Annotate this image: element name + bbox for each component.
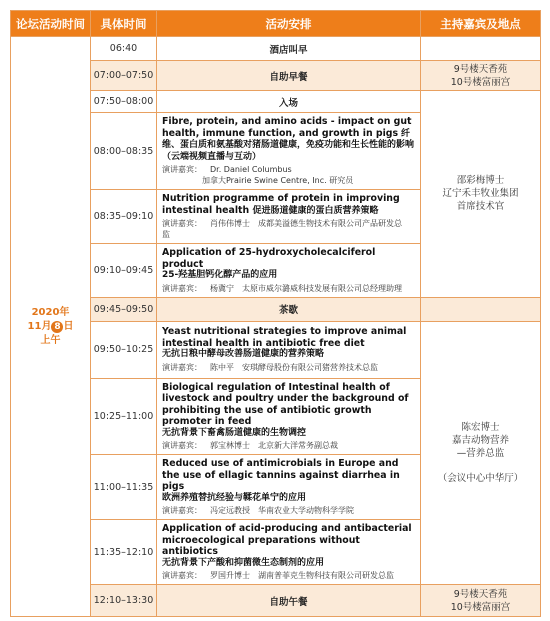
- talk-title-en: Reduced use of antimicrobials in Europe and the use of ellagic tannins against diarrhea in pigs: [162, 458, 400, 492]
- header-forum-time: 论坛活动时间: [11, 11, 91, 37]
- row-activity: 酒店叫早: [157, 37, 421, 61]
- row-time: 11:35–12:10: [91, 520, 157, 585]
- table-row: [11, 585, 541, 617]
- speaker-line: 演讲嘉宾： 冯定远教授 华南农业大学动物科学学院: [162, 506, 354, 515]
- date-period: 上午: [40, 334, 61, 346]
- talk-title-en: Nutrition programme of protein in improving intestinal health 促进肠道健康的蛋白质营养策略: [162, 193, 400, 216]
- host-empty: [421, 297, 541, 321]
- talk-title-zh: 25-羟基胆钙化醇产品的应用: [162, 270, 278, 280]
- row-time: 09:10–09:45: [91, 244, 157, 298]
- row-time: 08:00–08:35: [91, 113, 157, 190]
- host-late-morning: 陈宏博士 嘉吉动物营养 —营养总监 （会议中心中华厅）: [421, 321, 541, 585]
- date-day-badge: 8: [51, 321, 63, 333]
- row-time: 08:35–09:10: [91, 190, 157, 244]
- talk-title-en: Application of acid-producing and antibacterial microecological preparations without antibiotics: [162, 523, 412, 557]
- row-activity: 茶歇: [157, 297, 421, 321]
- speaker-line: 演讲嘉宾： 郭宝林博士 北京新大洋常务副总裁: [162, 441, 338, 450]
- speaker-line: 演讲嘉宾： 陈中平 安琪酵母股份有限公司猪营养技术总监: [162, 362, 378, 372]
- date-cell: [11, 37, 91, 617]
- speaker-line: 演讲嘉宾： Dr. Daniel Columbus: [162, 165, 292, 174]
- table-row: [11, 321, 541, 378]
- row-time: 10:25–11:00: [91, 378, 157, 455]
- host-breakfast: 9号楼天香苑 10号楼富丽宫: [421, 61, 541, 91]
- schedule-table-wrapper: [10, 10, 540, 612]
- talk-title-en: Yeast nutritional strategies to improve animal intestinal health in antibiotic free diet: [162, 326, 407, 349]
- row-activity: [157, 321, 421, 378]
- row-activity: [157, 190, 421, 244]
- row-time: 12:10–13:30: [91, 585, 157, 617]
- row-activity: [157, 455, 421, 520]
- talk-title-en: Application of 25-hydroxycholecalciferol product: [162, 247, 376, 270]
- header-specific-time: 具体时间: [91, 11, 157, 37]
- row-time: 09:45–09:50: [91, 297, 157, 321]
- talk-title-zh: 欧洲养殖替抗经验与鞣花单宁的应用: [162, 492, 307, 503]
- header-row: [11, 11, 541, 37]
- host-lunch: 9号楼天香苑 10号楼富丽宫: [421, 585, 541, 617]
- talk-title-zh: 无抗背景下产酸和抑菌微生态制剂的应用: [162, 557, 325, 568]
- header-activity: 活动安排: [157, 11, 421, 37]
- row-time: 11:00–11:35: [91, 455, 157, 520]
- date-year: 2020年: [31, 306, 70, 318]
- talk-title-en: Fibre, protein, and amino acids - impact on gut health, immune function, and growth in pigs: [162, 116, 412, 139]
- row-activity: [157, 113, 421, 190]
- row-time: 09:50–10:25: [91, 321, 157, 378]
- date-month-day: 11月 8 日: [27, 320, 74, 332]
- row-activity: 入场: [157, 91, 421, 113]
- speaker-line: 演讲嘉宾： 肖伟伟博士 成都美溢德生物技术有限公司产品研发总监: [162, 219, 402, 239]
- speaker-line: 演讲嘉宾： 杨冀宁 太原市威尔潞威科技发展有限公司总经理助理: [162, 283, 402, 293]
- schedule-table: [10, 10, 541, 617]
- host-morning: 邵彩梅博士 辽宁禾丰牧业集团 首席技术官: [421, 91, 541, 298]
- row-activity: 自助午餐: [157, 585, 421, 617]
- row-activity: [157, 520, 421, 585]
- talk-title-zh: 无抗背景下畜禽肠道健康的生物调控: [162, 427, 307, 438]
- row-activity: [157, 244, 421, 298]
- talk-title-zh: 无抗日粮中酵母改善肠道健康的营养策略: [162, 349, 325, 360]
- row-time: 06:40: [91, 37, 157, 61]
- row-activity: 自助早餐: [157, 61, 421, 91]
- speaker-line: 演讲嘉宾： 罗国升博士 湖南普菲克生物科技有限公司研发总监: [162, 571, 394, 580]
- host-empty: [421, 37, 541, 61]
- table-row: [11, 61, 541, 91]
- row-activity: [157, 378, 421, 455]
- talk-title-en: Biological regulation of Intestinal health of livestock and poultry under the background of prohibiting the use of antibiotic growth promoter in feed: [162, 381, 409, 427]
- table-row: [11, 37, 541, 61]
- speaker-affiliation: 加拿大Prairie Swine Centre, Inc. 研究员: [202, 176, 354, 185]
- table-row: [11, 297, 541, 321]
- header-host-location: 主持嘉宾及地点: [421, 11, 541, 37]
- talk-title-zh: 纤维、蛋白质和氨基酸对猪肠道健康，免疫功能和生长性能的影响（云端视频直播与互动）: [162, 128, 415, 162]
- row-time: 07:50–08:00: [91, 91, 157, 113]
- row-time: 07:00–07:50: [91, 61, 157, 91]
- table-row: [11, 91, 541, 113]
